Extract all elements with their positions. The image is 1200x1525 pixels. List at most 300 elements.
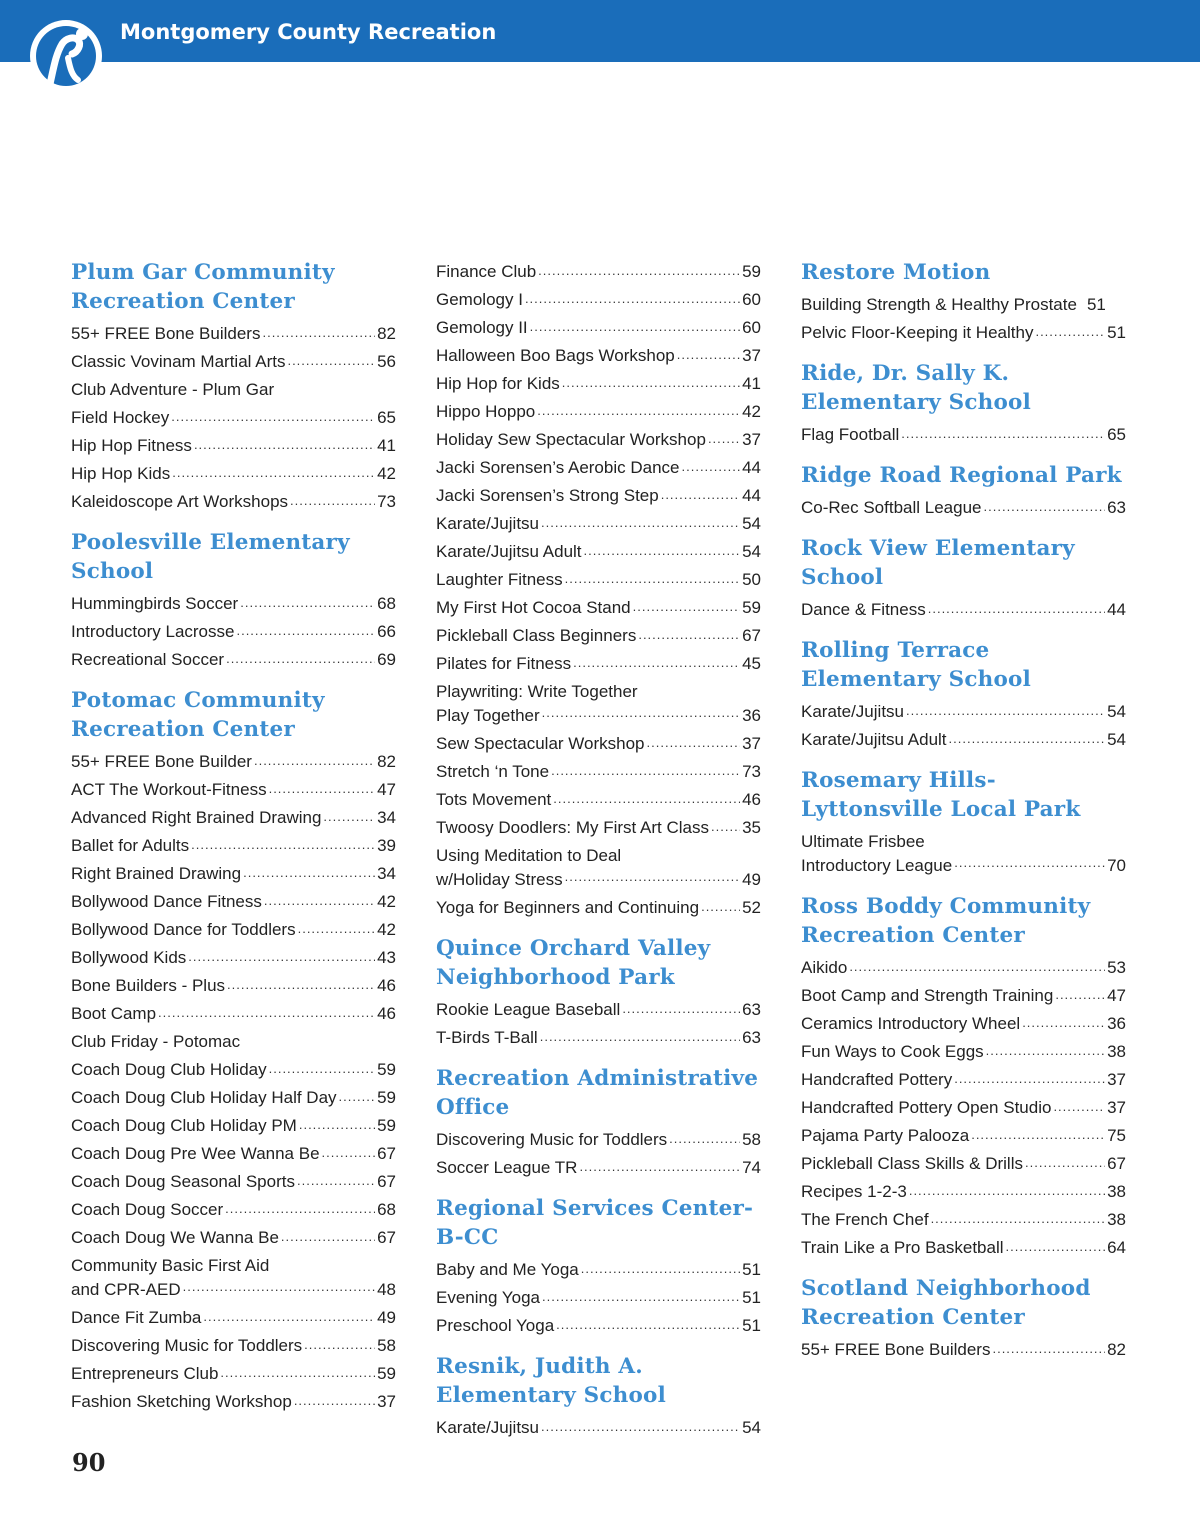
entry-label-continued: and CPR-AED [71, 1280, 181, 1299]
section-heading: Scotland Neighborhood Recreation Center [801, 1276, 1091, 1330]
leader-dots [931, 1208, 1106, 1225]
entry-page-number: 60 [742, 318, 761, 337]
leader-dots [281, 1226, 375, 1243]
entry-label-continued: Introductory League [801, 856, 953, 875]
entry-label: Fashion Sketching Workshop [71, 1392, 292, 1411]
leader-dots [633, 596, 740, 613]
leader-dots [236, 620, 375, 637]
entry-label: Club Adventure - Plum Gar [71, 380, 275, 399]
page-number: 90 [72, 1448, 106, 1477]
entry-label: Bone Builders - Plus [71, 976, 226, 995]
leader-dots [240, 592, 375, 609]
index-entry [436, 258, 761, 286]
entry-page-number: 53 [1107, 958, 1126, 977]
entry-label: Baby and Me Yoga [436, 1260, 579, 1279]
entry-label: Karate/Jujitsu [801, 702, 904, 721]
entry-label: Recreational Soccer [71, 650, 225, 669]
entry-label: My First Hot Cocoa Stand [436, 598, 631, 617]
leader-dots [530, 316, 740, 333]
leader-dots [254, 750, 375, 767]
entry-label: Bollywood Dance Fitness [71, 892, 262, 911]
index-entry [801, 494, 1126, 522]
entry-label: Pelvic Floor-Keeping it Healthy [801, 323, 1034, 342]
leader-dots [525, 288, 740, 305]
index-entry [436, 1126, 761, 1154]
entry-page-number: 46 [742, 790, 761, 809]
entry-label: Hip Hop Kids [71, 464, 171, 483]
section-heading: Rolling Terrace Elementary School [801, 638, 1031, 692]
index-entry [436, 1256, 761, 1284]
entry-label-continued: Play Together [436, 706, 540, 725]
leader-dots [638, 624, 740, 641]
entry-page-number: 50 [742, 570, 761, 589]
leader-dots [269, 1058, 375, 1075]
leader-dots [551, 760, 740, 777]
leader-dots [677, 344, 740, 361]
index-entry [436, 996, 761, 1024]
entry-page-number: 38 [1107, 1210, 1126, 1229]
index-entry [71, 1332, 396, 1360]
entry-page-number: 39 [377, 836, 396, 855]
index-entry [436, 814, 761, 842]
entry-label: Building Strength & Healthy Prostate [801, 295, 1077, 314]
index-entry [801, 1150, 1126, 1178]
leader-dots [262, 322, 375, 339]
index-entry [71, 348, 396, 376]
index-entry [436, 758, 761, 786]
leader-dots [954, 1068, 1105, 1085]
leader-dots [298, 918, 375, 935]
index-entry [801, 698, 1126, 726]
entry-label: Handcrafted Pottery Open Studio [801, 1098, 1052, 1117]
header-banner [0, 0, 1200, 62]
entry-label: Gemology I [436, 290, 523, 309]
leader-dots [287, 350, 375, 367]
leader-dots [243, 862, 375, 879]
section-heading: Regional Services Center-B-CC [436, 1196, 754, 1250]
index-entry [71, 1388, 396, 1416]
entry-page-number: 67 [377, 1228, 396, 1247]
leader-dots [562, 372, 740, 389]
entry-page-number: 73 [742, 762, 761, 781]
leader-dots [537, 400, 740, 417]
leader-dots [928, 598, 1105, 615]
entry-page-number: 41 [377, 436, 396, 455]
index-section [436, 1194, 761, 1340]
entry-page-number: 44 [742, 486, 761, 505]
leader-dots [669, 1128, 740, 1145]
index-entry [436, 1312, 761, 1340]
entry-label: Rookie League Baseball [436, 1000, 621, 1019]
index-entry [436, 538, 761, 566]
entry-page-number: 67 [377, 1144, 396, 1163]
entry-label: Karate/Jujitsu [436, 514, 539, 533]
entry-label: 55+ FREE Bone Builders [71, 324, 261, 343]
entry-page-number: 47 [377, 780, 396, 799]
entry-page-number: 37 [742, 734, 761, 753]
leader-dots [227, 974, 375, 991]
index-entry [71, 916, 396, 944]
entry-page-number: 58 [377, 1336, 396, 1355]
entry-page-number: 65 [377, 408, 396, 427]
entry-label: Sew Spectacular Workshop [436, 734, 645, 753]
entry-label: The French Chef [801, 1210, 929, 1229]
index-entry [436, 566, 761, 594]
entry-label: Tots Movement [436, 790, 552, 809]
index-section [436, 1352, 761, 1442]
entry-page-number: 37 [377, 1392, 396, 1411]
section-heading: Rock View Elementary School [801, 536, 1075, 590]
entry-label: Recipes 1-2-3 [801, 1182, 907, 1201]
entry-page-number: 34 [377, 808, 396, 827]
entry-label: T-Birds T-Ball [436, 1028, 538, 1047]
index-entry [436, 730, 761, 758]
entry-label: Discovering Music for Toddlers [71, 1336, 303, 1355]
leader-dots [556, 1314, 740, 1331]
entry-page-number: 66 [377, 622, 396, 641]
entry-page-number: 34 [377, 864, 396, 883]
index-entry [436, 454, 761, 482]
index-entry [436, 286, 761, 314]
leader-dots [339, 1086, 376, 1103]
section-heading: Quince Orchard Valley Neighborhood Park [436, 936, 711, 990]
index-entry [436, 1284, 761, 1312]
leader-dots [647, 732, 741, 749]
entry-page-number: 44 [1107, 600, 1126, 619]
entry-page-number: 60 [742, 290, 761, 309]
leader-dots [191, 834, 375, 851]
index-entry [71, 432, 396, 460]
entry-page-number: 63 [742, 1000, 761, 1019]
entry-page-number: 46 [377, 976, 396, 995]
entry-page-number: 51 [1086, 295, 1106, 314]
index-entry [801, 954, 1126, 982]
index-entry [71, 1000, 396, 1028]
index-entry [71, 860, 396, 888]
index-entry [436, 398, 761, 426]
leader-dots [708, 428, 740, 445]
entry-page-number: 68 [377, 594, 396, 613]
entry-label: Advanced Right Brained Drawing [71, 808, 322, 827]
entry-label: Ballet for Adults [71, 836, 190, 855]
index-entry [436, 426, 761, 454]
index-entry [71, 1196, 396, 1224]
entry-page-number: 58 [742, 1130, 761, 1149]
index-entry [801, 1094, 1126, 1122]
entry-label: Using Meditation to Deal [436, 846, 622, 865]
leader-dots [294, 1390, 375, 1407]
entry-page-number: 54 [742, 1418, 761, 1437]
index-entry [71, 1112, 396, 1140]
index-entry [436, 482, 761, 510]
index-entry [436, 1414, 761, 1442]
entry-page-number: 35 [742, 818, 761, 837]
leader-dots [220, 1362, 375, 1379]
index-entry [801, 291, 1126, 319]
entry-page-number: 56 [377, 352, 396, 371]
index-entry [71, 618, 396, 646]
entry-page-number: 43 [377, 948, 396, 967]
entry-label: Karate/Jujitsu [436, 1418, 539, 1437]
entry-label: Evening Yoga [436, 1288, 540, 1307]
section-heading: Resnik, Judith A. Elementary School [436, 1354, 666, 1408]
entry-label: 55+ FREE Bone Builders [801, 1340, 991, 1359]
leader-dots [541, 1416, 740, 1433]
index-section [801, 766, 1126, 880]
index-entry [71, 832, 396, 860]
entry-page-number: 49 [377, 1308, 396, 1327]
leader-dots [901, 423, 1105, 440]
index-entry [71, 1304, 396, 1332]
entry-page-number: 59 [377, 1060, 396, 1079]
leader-dots [183, 1278, 375, 1295]
entry-page-number: 41 [742, 374, 761, 393]
index-entry [71, 944, 396, 972]
entry-page-number: 48 [377, 1280, 396, 1299]
leader-dots [682, 456, 741, 473]
entry-page-number: 67 [377, 1172, 396, 1191]
index-entry [71, 1168, 396, 1196]
entry-label: Playwriting: Write Together [436, 682, 638, 701]
index-entry [71, 590, 396, 618]
entry-label: ACT The Workout-Fitness [71, 780, 267, 799]
entry-label: Jacki Sorensen’s Aerobic Dance [436, 458, 680, 477]
entry-label: Preschool Yoga [436, 1316, 555, 1335]
entry-page-number: 36 [1107, 1014, 1126, 1033]
index-entry [71, 888, 396, 916]
index-entry [71, 972, 396, 1000]
leader-dots [949, 728, 1106, 745]
entry-page-number: 42 [377, 464, 396, 483]
entry-label: Coach Doug Pre Wee Wanna Be [71, 1144, 320, 1163]
entry-label: Pilates for Fitness [436, 654, 572, 673]
entry-page-number: 82 [377, 752, 396, 771]
index-section [801, 359, 1126, 449]
index-entry [801, 1122, 1126, 1150]
entry-page-number: 49 [742, 870, 761, 889]
leader-dots [579, 1156, 740, 1173]
entry-label: Right Brained Drawing [71, 864, 242, 883]
index-entry [436, 678, 761, 730]
index-entry [71, 376, 396, 404]
leader-dots [264, 890, 375, 907]
index-entry [801, 828, 1126, 880]
entry-label: Handcrafted Pottery [801, 1070, 953, 1089]
entry-page-number: 54 [742, 542, 761, 561]
index-entry [436, 1024, 761, 1052]
entry-label: Finance Club [436, 262, 537, 281]
section-heading: Ross Boddy Community Recreation Center [801, 894, 1091, 948]
entry-page-number: 52 [742, 898, 761, 917]
leader-dots [1025, 1152, 1105, 1169]
leader-dots [323, 806, 375, 823]
index-entry [436, 650, 761, 678]
entry-label: 55+ FREE Bone Builder [71, 752, 252, 771]
index-entry [71, 1084, 396, 1112]
entry-label: Coach Doug Club Holiday Half Day [71, 1088, 337, 1107]
entry-page-number: 67 [742, 626, 761, 645]
leader-dots [849, 956, 1105, 973]
leader-dots [971, 1124, 1105, 1141]
index-section [436, 934, 761, 1052]
entry-label-continued: w/Holiday Stress [436, 870, 563, 889]
index-entry [801, 1234, 1126, 1262]
index-entry [801, 596, 1126, 624]
index-entry [801, 421, 1126, 449]
entry-label: Jacki Sorensen’s Strong Step [436, 486, 659, 505]
index-entry [71, 1028, 396, 1056]
index-section [801, 258, 1126, 347]
entry-label: Soccer League TR [436, 1158, 578, 1177]
leader-dots [711, 816, 740, 833]
entry-label: Aikido [801, 958, 848, 977]
leader-dots [1022, 1012, 1105, 1029]
index-section [801, 534, 1126, 624]
index-entry [71, 460, 396, 488]
entry-page-number: 38 [1107, 1182, 1126, 1201]
entry-label: Field Hockey [71, 408, 170, 427]
leader-dots [1053, 1096, 1105, 1113]
index-section [801, 1274, 1126, 1364]
leader-dots [226, 648, 375, 665]
entry-page-number: 47 [1107, 986, 1126, 1005]
entry-label: Stretch ‘n Tone [436, 762, 550, 781]
entry-label: Boot Camp and Strength Training [801, 986, 1054, 1005]
entry-page-number: 63 [1107, 498, 1126, 517]
leader-dots [954, 854, 1105, 871]
index-entry [436, 786, 761, 814]
entry-label: Coach Doug Club Holiday [71, 1060, 267, 1079]
index-section [436, 258, 761, 922]
entry-page-number: 68 [377, 1200, 396, 1219]
entry-label: Halloween Boo Bags Workshop [436, 346, 675, 365]
section-heading: Poolesville Elementary School [71, 530, 350, 584]
leader-dots [171, 406, 375, 423]
index-entry [71, 1224, 396, 1252]
entry-page-number: 37 [742, 430, 761, 449]
entry-label: Coach Doug Club Holiday PM [71, 1116, 297, 1135]
leader-dots [188, 946, 375, 963]
entry-page-number: 74 [742, 1158, 761, 1177]
section-heading: Ride, Dr. Sally K. Elementary School [801, 361, 1031, 415]
leader-dots [542, 704, 740, 721]
index-entry [436, 842, 761, 894]
index-entry [436, 342, 761, 370]
entry-label: Boot Camp [71, 1004, 157, 1023]
entry-page-number: 67 [1107, 1154, 1126, 1173]
leader-dots [541, 512, 740, 529]
index-entry [436, 1154, 761, 1182]
index-entry [801, 1066, 1126, 1094]
section-heading: Plum Gar Community Recreation Center [71, 260, 335, 314]
index-entry [801, 1206, 1126, 1234]
index-entry [436, 314, 761, 342]
entry-page-number: 63 [742, 1028, 761, 1047]
index-entry [71, 320, 396, 348]
index-entry [71, 1056, 396, 1084]
leader-dots [909, 1180, 1105, 1197]
index-entry [71, 404, 396, 432]
section-heading: Ridge Road Regional Park [801, 463, 1122, 488]
section-heading: Potomac Community Recreation Center [71, 688, 325, 742]
entry-label: Twoosy Doodlers: My First Art Class [436, 818, 710, 837]
entry-label: Classic Vovinam Martial Arts [71, 352, 286, 371]
entry-page-number: 59 [742, 598, 761, 617]
index-entry [71, 488, 396, 516]
index-entry [71, 1140, 396, 1168]
entry-page-number: 54 [1107, 730, 1126, 749]
entry-page-number: 73 [377, 492, 396, 511]
index-entry [801, 726, 1126, 754]
index-section [71, 258, 396, 516]
entry-page-number: 64 [1107, 1238, 1126, 1257]
entry-label: Karate/Jujitsu Adult [801, 730, 947, 749]
entry-page-number: 37 [1107, 1070, 1126, 1089]
leader-dots [304, 1334, 375, 1351]
index-entry [436, 594, 761, 622]
index-entry [436, 370, 761, 398]
index-section [71, 686, 396, 1416]
entry-label: Hip Hop for Kids [436, 374, 560, 393]
header-title: Montgomery County Recreation [120, 20, 497, 44]
entry-page-number: 42 [377, 892, 396, 911]
leader-dots [553, 788, 740, 805]
entry-page-number: 37 [742, 346, 761, 365]
entry-label: Pickleball Class Beginners [436, 626, 637, 645]
entry-page-number: 75 [1107, 1126, 1126, 1145]
leader-dots [573, 652, 740, 669]
entry-label: Entrepreneurs Club [71, 1364, 219, 1383]
entry-page-number: 59 [377, 1116, 396, 1135]
entry-page-number: 70 [1107, 856, 1126, 875]
leader-dots [225, 1198, 375, 1215]
leader-dots [538, 260, 740, 277]
entry-page-number: 42 [742, 402, 761, 421]
index-entry [801, 1038, 1126, 1066]
leader-dots [584, 540, 741, 557]
index-entry [436, 622, 761, 650]
leader-dots [194, 434, 375, 451]
entry-label: Introductory Lacrosse [71, 622, 235, 641]
index-entry [801, 1010, 1126, 1038]
index-section [801, 636, 1126, 754]
index-entry [71, 1360, 396, 1388]
entry-page-number: 65 [1107, 425, 1126, 444]
entry-page-number: 82 [1107, 1340, 1126, 1359]
entry-label: Bollywood Kids [71, 948, 187, 967]
entry-label: Pickleball Class Skills & Drills [801, 1154, 1023, 1173]
entry-page-number: 59 [742, 262, 761, 281]
leader-dots [172, 462, 375, 479]
leader-dots [565, 568, 740, 585]
entry-label: Kaleidoscope Art Workshops [71, 492, 289, 511]
leader-dots [299, 1114, 375, 1131]
leader-dots [297, 1170, 375, 1187]
index-entry [71, 748, 396, 776]
leader-dots [290, 490, 375, 507]
index-entry [71, 1252, 396, 1304]
leader-dots [1055, 984, 1105, 1001]
entry-page-number: 54 [742, 514, 761, 533]
leader-dots [1006, 1236, 1106, 1253]
entry-label: Dance Fit Zumba [71, 1308, 202, 1327]
entry-label: Fun Ways to Cook Eggs [801, 1042, 984, 1061]
index-entry [71, 776, 396, 804]
entry-label: Community Basic First Aid [71, 1256, 270, 1275]
entry-page-number: 51 [742, 1260, 761, 1279]
index-entry [801, 1178, 1126, 1206]
leader-dots [986, 1040, 1105, 1057]
